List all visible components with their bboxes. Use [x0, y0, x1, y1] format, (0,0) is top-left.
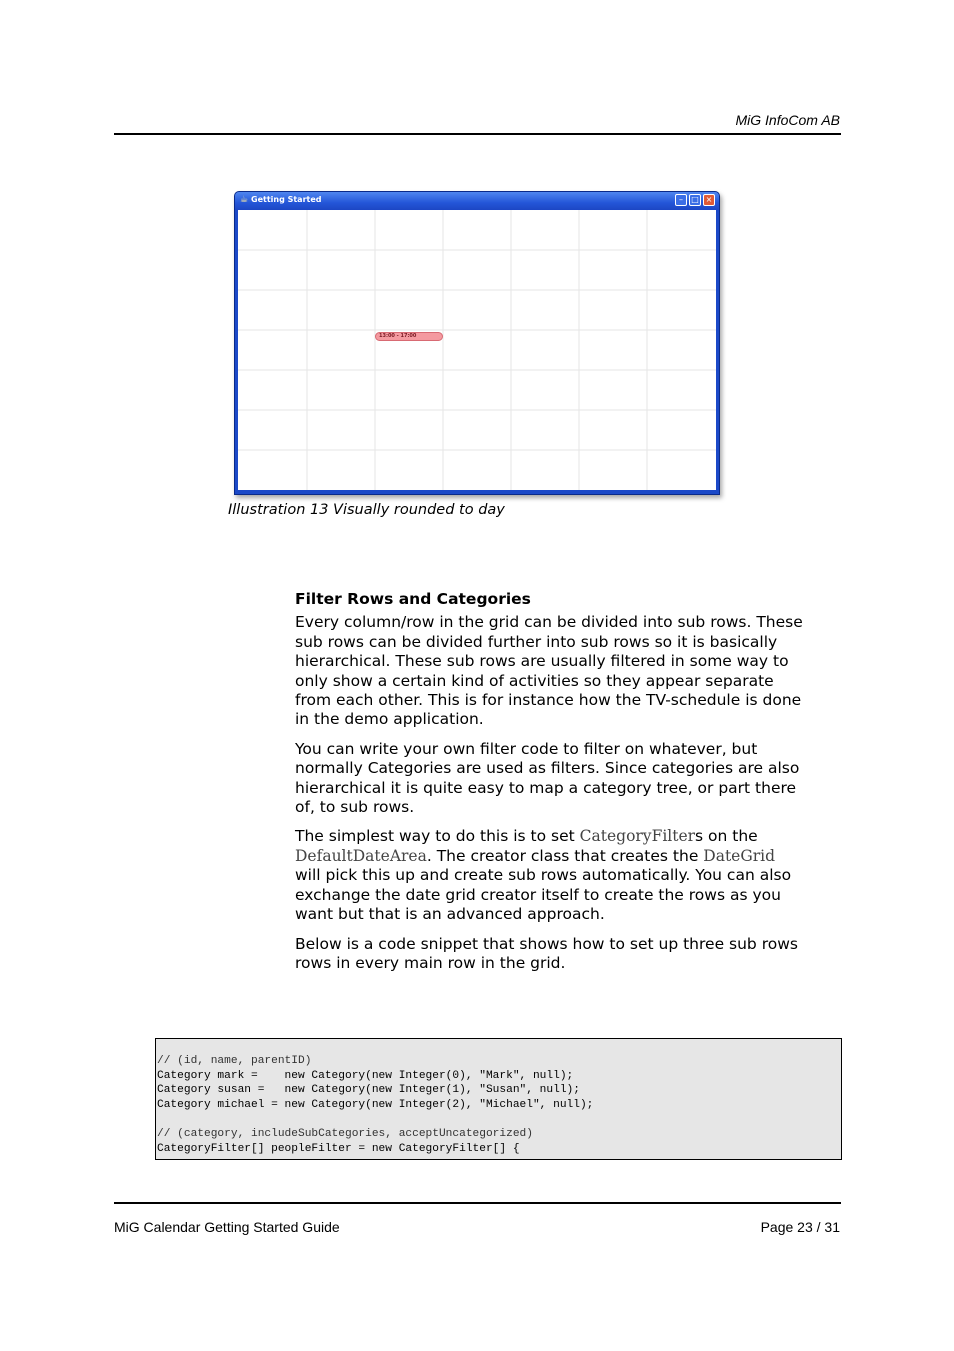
header-company: MiG InfoCom AB	[735, 112, 840, 128]
footer-title: MiG Calendar Getting Started Guide	[114, 1219, 340, 1235]
code-line	[157, 1112, 841, 1127]
code-line: // (category, includeSubCategories, acceptUncategorized)	[157, 1127, 533, 1140]
code-line: // (id, name, parentID)	[157, 1055, 312, 1067]
paragraph-2: You can write your own filter code to filter on whatever, but normally Categories are used as filters. Since categories are also hierarchical it is quite easy to map a category tree, or part there of, to sub rows.	[295, 739, 800, 817]
code-snippet	[155, 1038, 842, 1160]
figure-caption: Illustration 13 Visually rounded to day	[228, 502, 505, 518]
date-grid	[238, 210, 716, 490]
java-cup-icon: ☕	[240, 195, 249, 205]
section-heading: Filter Rows and Categories	[295, 590, 531, 608]
code-category-filter: CategoryFilter	[579, 827, 696, 846]
window-title: Getting Started	[251, 195, 322, 204]
screenshot-window	[234, 191, 720, 495]
maximize-icon: □	[689, 194, 701, 206]
code-line: CategoryFilter[] peopleFilter = new CategoryFilter[] {	[157, 1142, 520, 1155]
window-titlebar	[235, 192, 719, 210]
header-rule	[114, 133, 841, 135]
code-date-grid: DateGrid	[703, 846, 776, 865]
grid-lines	[238, 210, 716, 490]
code-line: Category mark = new Category(new Integer(0), "Mark", null);	[157, 1069, 574, 1082]
activity-bar: 13:00 - 17:00	[375, 332, 443, 341]
page-number: Page 23 / 31	[760, 1219, 840, 1235]
footer-rule	[114, 1202, 841, 1204]
paragraph-3	[295, 827, 805, 924]
code-line: Category susan = new Category(new Integer(1), "Susan", null);	[157, 1084, 580, 1097]
paragraph-3-text-d: will pick this up and create sub rows automatically. You can also exchange the date grid creator itself to create the rows as you want but that is an advanced approach.	[295, 866, 792, 924]
minimize-icon: –	[675, 194, 687, 206]
section-filter-rows	[295, 590, 805, 983]
paragraph-4: Below is a code snippet that shows how to set up three sub rows rows in every main row in the grid.	[295, 934, 798, 972]
code-default-date-area: DefaultDateArea	[295, 846, 427, 865]
close-icon: ×	[703, 194, 715, 206]
code-line: Category michael = new Category(new Integer(2), "Michael", null);	[157, 1098, 594, 1111]
paragraph-3-text-c: . The creator class that creates the	[426, 846, 704, 865]
paragraph-3-text-a: The simplest way to do this is to set	[295, 827, 580, 846]
paragraph-1: Every column/row in the grid can be divided into sub rows. These sub rows can be divided further into sub rows so it is basically hierarchical. These sub rows are usually filtered in some way to only show a certain kind of activities so they appear separate from each other. This is for instance how the TV-schedule is done in the demo application.	[295, 613, 803, 729]
paragraph-3-text-b: s on the	[695, 827, 758, 846]
